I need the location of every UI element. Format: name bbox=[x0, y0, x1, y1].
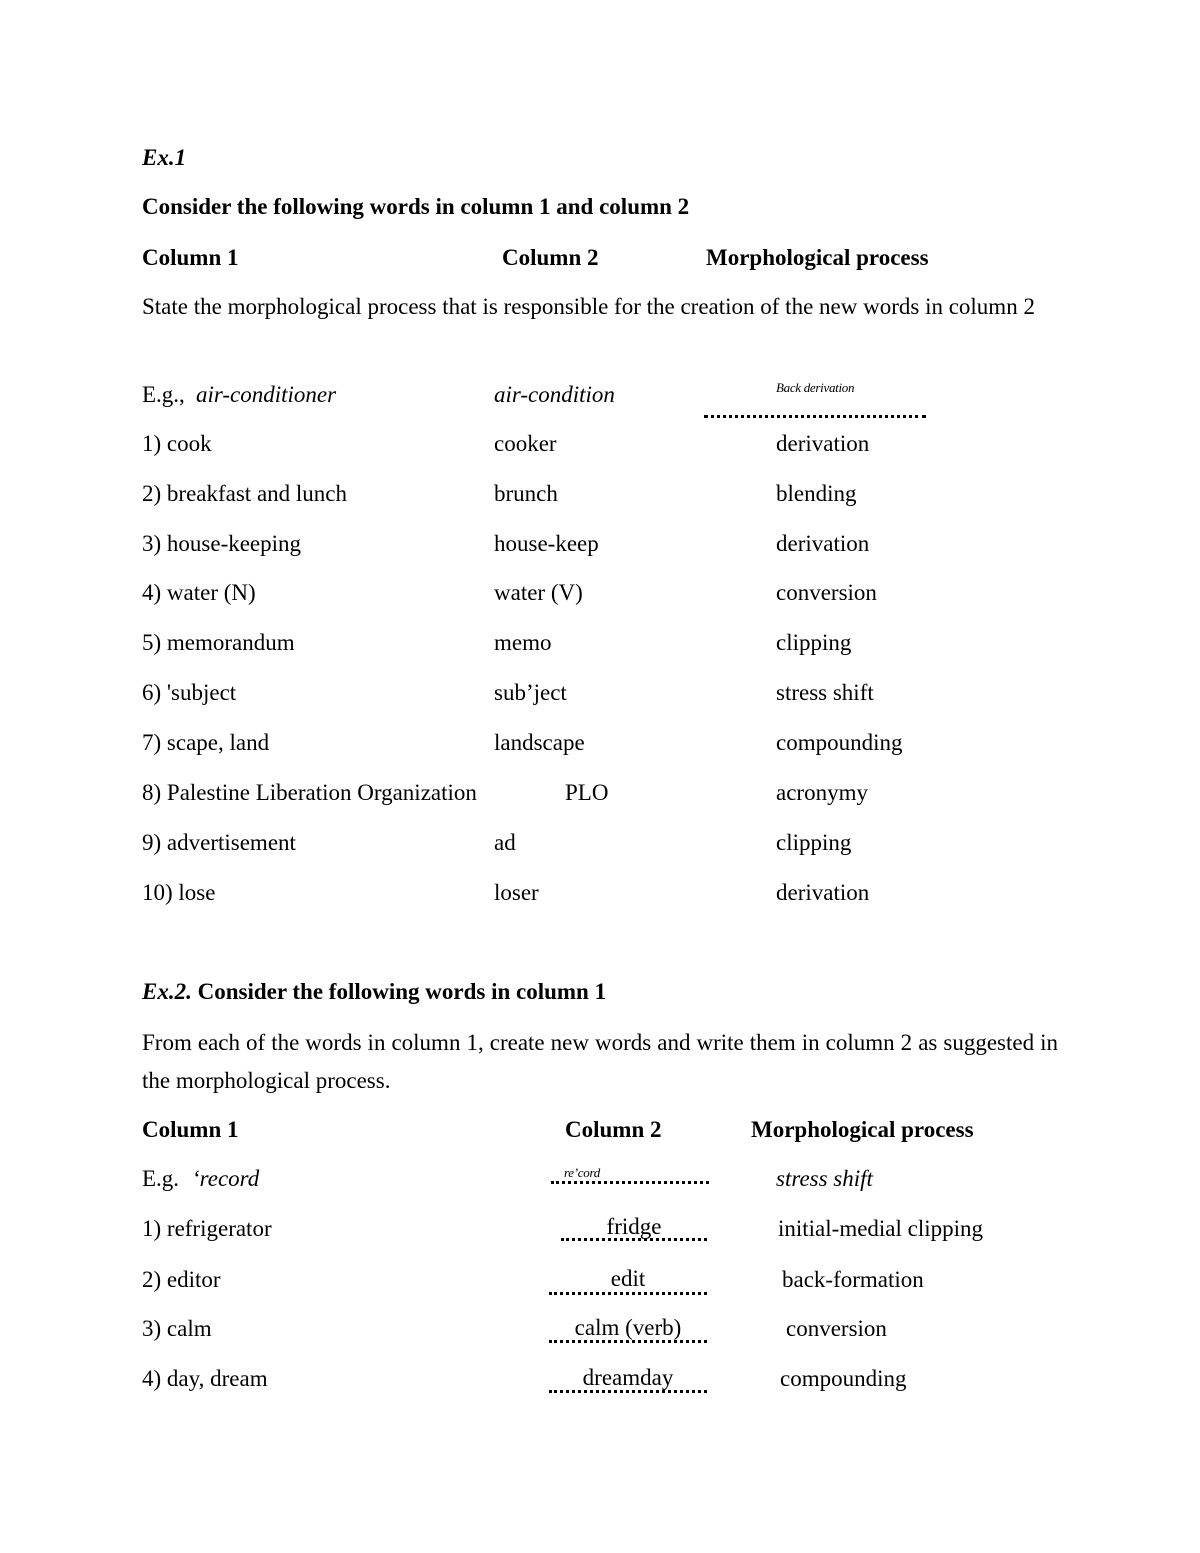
ex2-task: From each of the words in column 1, create new words and write them in column 2 as suggested in the morphological process. bbox=[142, 1030, 1058, 1093]
ex2-title-text: Consider the following words in column 1 bbox=[197, 979, 607, 1004]
ex2-row-3-col1: 3) calm bbox=[142, 1316, 212, 1341]
ex2-example-col1: ‘record bbox=[192, 1166, 260, 1191]
ex1-example-col2: air-condition bbox=[494, 382, 615, 407]
ex1-instruction: Consider the following words in column 1 and column 2 bbox=[142, 194, 690, 219]
ex1-row-3-col1: 3) house-keeping bbox=[142, 531, 302, 556]
ex2-row-1-col1: 1) refrigerator bbox=[142, 1216, 272, 1241]
ex1-row-5-col1: 5) memorandum bbox=[142, 630, 295, 655]
ex1-header-process: Morphological process bbox=[706, 245, 929, 270]
ex2-header-process: Morphological process bbox=[751, 1117, 974, 1142]
ex1-row-8-col2: PLO bbox=[565, 780, 609, 805]
ex1-row-5-col2: memo bbox=[494, 630, 552, 655]
ex1-example-process: Back derivation bbox=[776, 380, 855, 395]
ex2-row-4-col1: 4) day, dream bbox=[142, 1366, 268, 1391]
ex1-row-6-process: stress shift bbox=[776, 680, 874, 705]
ex1-row-9-col2: ad bbox=[494, 830, 516, 855]
ex1-task: State the morphological process that is responsible for the creation of the new words in column 2 bbox=[142, 294, 1035, 319]
ex1-row-8-process: acronymy bbox=[776, 780, 868, 805]
ex1-example-answer-line bbox=[704, 415, 926, 418]
ex2-row-2-col1: 2) editor bbox=[142, 1267, 221, 1292]
ex1-row-4-col2: water (V) bbox=[494, 580, 583, 605]
ex2-row-2-answer-line bbox=[549, 1292, 707, 1295]
ex1-row-10-col1: 10) lose bbox=[142, 880, 216, 905]
ex1-row-7-col1: 7) scape, land bbox=[142, 730, 270, 755]
ex1-row-9-process: clipping bbox=[776, 830, 852, 855]
ex1-row-7-process: compounding bbox=[776, 730, 903, 755]
ex2-header-col1: Column 1 bbox=[142, 1117, 239, 1142]
ex1-row-1-process: derivation bbox=[776, 431, 870, 456]
ex1-row-3-col2: house-keep bbox=[494, 531, 599, 556]
ex2-row-2-process: back-formation bbox=[782, 1267, 924, 1292]
ex2-row-4-col2: dreamday bbox=[582, 1365, 674, 1390]
ex2-title bbox=[142, 978, 606, 1006]
ex1-row-5-process: clipping bbox=[776, 630, 852, 655]
ex1-row-6-col1: 6) 'subject bbox=[142, 680, 237, 705]
ex2-header-col2: Column 2 bbox=[565, 1117, 662, 1142]
ex2-title-label: Ex.2. bbox=[142, 979, 192, 1004]
ex1-row-10-col2: loser bbox=[494, 880, 539, 905]
ex1-example-col1: air-conditioner bbox=[196, 382, 337, 407]
ex2-row-1-answer-line bbox=[561, 1238, 707, 1241]
ex1-title: Ex.1 bbox=[142, 145, 187, 170]
ex2-row-3-col2: calm (verb) bbox=[574, 1315, 682, 1340]
ex2-example-prefix: E.g. bbox=[142, 1166, 180, 1191]
ex1-row-2-col1: 2) breakfast and lunch bbox=[142, 481, 348, 506]
ex1-row-10-process: derivation bbox=[776, 880, 870, 905]
ex2-row-2-col2: edit bbox=[610, 1266, 646, 1291]
ex2-example-answer-line bbox=[551, 1181, 709, 1184]
ex2-row-3-answer-line bbox=[549, 1340, 707, 1343]
ex2-example-col2: re’cord bbox=[564, 1165, 600, 1180]
ex1-header-col2: Column 2 bbox=[502, 245, 599, 270]
ex2-row-1-col2: fridge bbox=[606, 1214, 662, 1239]
ex1-row-2-process: blending bbox=[776, 481, 857, 506]
ex1-row-9-col1: 9) advertisement bbox=[142, 830, 296, 855]
ex1-row-3-process: derivation bbox=[776, 531, 870, 556]
ex2-row-3-process: conversion bbox=[786, 1316, 887, 1341]
ex2-row-4-answer-line bbox=[549, 1390, 707, 1393]
ex1-row-6-col2: sub’ject bbox=[494, 680, 567, 705]
ex1-row-1-col2: cooker bbox=[494, 431, 557, 456]
ex2-example-process: stress shift bbox=[776, 1166, 873, 1191]
ex1-row-4-col1: 4) water (N) bbox=[142, 580, 256, 605]
ex1-example-prefix: E.g., bbox=[142, 382, 185, 407]
ex1-row-1-col1: 1) cook bbox=[142, 431, 212, 456]
ex1-row-4-process: conversion bbox=[776, 580, 877, 605]
ex1-header-col1: Column 1 bbox=[142, 245, 239, 270]
ex2-row-4-process: compounding bbox=[780, 1366, 907, 1391]
ex1-row-2-col2: brunch bbox=[494, 481, 558, 506]
ex1-row-7-col2: landscape bbox=[494, 730, 585, 755]
ex1-row-8-col1: 8) Palestine Liberation Organization bbox=[142, 780, 477, 805]
ex2-row-1-process: initial-medial clipping bbox=[778, 1216, 984, 1241]
